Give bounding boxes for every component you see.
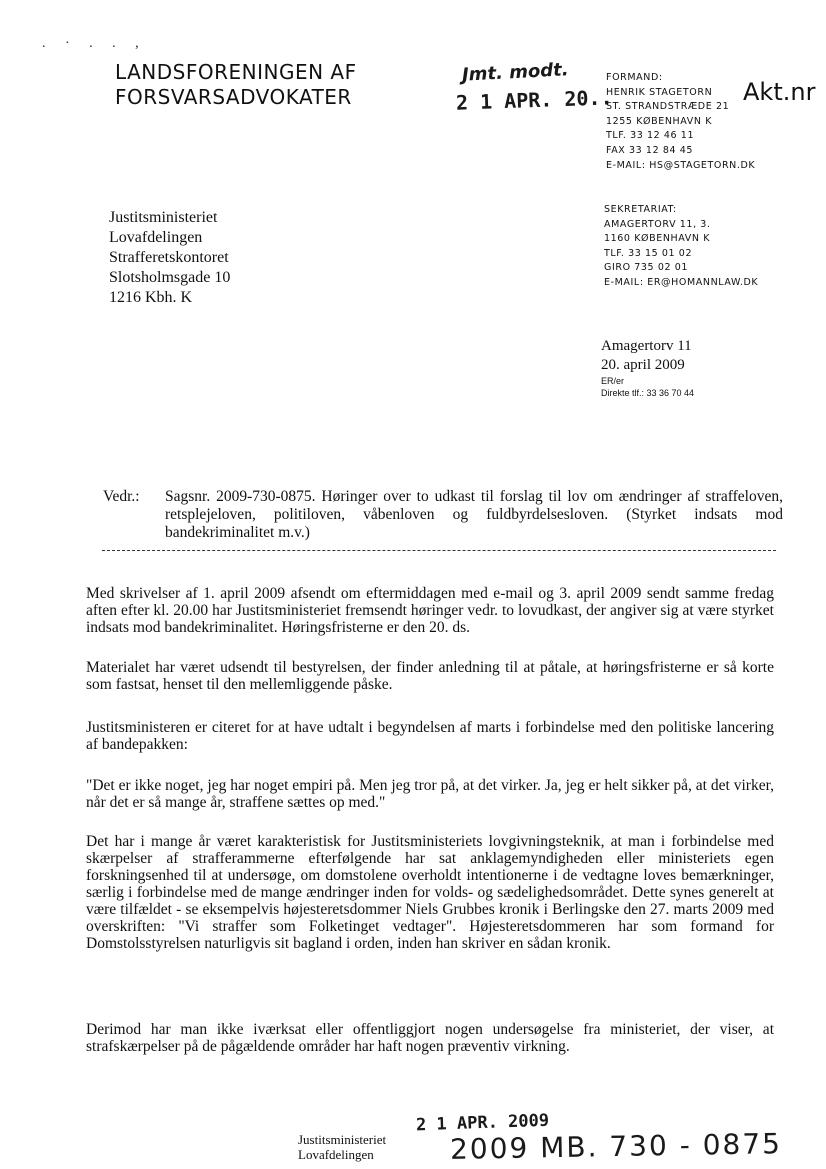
dashed-divider: [102, 550, 776, 551]
received-stamp-date: 2 1 APR. 20..: [455, 85, 613, 115]
sekretariat-line: 1160 KØBENHAVN K: [604, 233, 711, 245]
sekretariat-line: E-MAIL: ER@HOMANNLAW.DK: [604, 276, 759, 288]
reference: ER/er: [601, 376, 625, 386]
sekretariat-block: [604, 203, 758, 291]
scan-specks: . · . . ,: [42, 36, 147, 51]
subject-label: Vedr.:: [103, 488, 140, 505]
recipient-line: Slotsholmsgade 10: [109, 269, 231, 286]
footer-stamp-date: 2 1 APR. 2009: [415, 1110, 550, 1136]
subject-text: Sagsnr. 2009-730-0875. Høringer over to udkast til forslag til lov om ændringer af straffeloven, retsplejeloven, politiloven, våbenloven og fuldbyrdelsesloven. (Styrket indsats mod bandekriminalitet m.v.): [165, 488, 783, 541]
formand-heading: FORMAND:: [606, 72, 663, 83]
formand-line: HENRIK STAGETORN: [606, 86, 713, 98]
recipient-line: Lovafdelingen: [109, 229, 203, 246]
sender-place: Amagertorv 11: [601, 338, 692, 354]
footer-stamp-department: [298, 1132, 386, 1162]
body-paragraph-6: Derimod har man ikke iværksat eller offentliggjort nogen undersøgelse fra ministeriet, der viser, at strafskærpelser på de pågældende områder har haft nogen præventiv virkning.: [86, 1021, 774, 1055]
footer-dept-line: Justitsministeriet: [298, 1132, 387, 1147]
sekretariat-line: TLF. 33 15 01 02: [604, 247, 693, 259]
date-block: [601, 337, 694, 399]
footer-dept-line: Lovafdelingen: [298, 1147, 374, 1162]
letter-date: 20. april 2009: [601, 357, 685, 373]
akt-number-label: Akt.nr: [743, 78, 816, 106]
formand-line: E-MAIL: HS@STAGETORN.DK: [606, 159, 756, 171]
footer-case-number: 2009 MB. 730 - 0875: [449, 1127, 783, 1166]
recipient-address: [109, 208, 230, 308]
received-stamp-label: Jmt. modt.: [461, 59, 570, 86]
formand-block: [606, 71, 755, 173]
sekretariat-line: GIRO 735 02 01: [604, 262, 689, 274]
direct-phone: Direkte tlf.: 33 36 70 44: [601, 388, 695, 398]
sekretariat-line: AMAGERTORV 11, 3.: [604, 218, 711, 230]
formand-line: TLF. 33 12 46 11: [606, 130, 695, 142]
recipient-line: Strafferetskontoret: [109, 249, 229, 266]
formand-line: FAX 33 12 84 45: [606, 144, 694, 156]
subject-block: [103, 488, 783, 542]
recipient-line: 1216 Kbh. K: [109, 289, 193, 306]
formand-line: ST. STRANDSTRÆDE 21: [606, 101, 730, 113]
body-paragraph-3: Justitsministeren er citeret for at have udtalt i begyndelsen af marts i forbindelse med den politiske lancering af bandepakken:: [86, 719, 774, 753]
body-paragraph-5: Det har i mange år været karakteristisk for Justitsministeriets lovgivningsteknik, at man i forbindelse med skærpelser af strafferammerne efterfølgende har sat anklagemyndigheden eller ministeriets egen forskningsenhed til at undersøge, om domstolene overholdt intentionerne i de vedtagne loves bemærkninger, særlig i forbindelse med de mange ændringer inden for volds- og sædelighedsområdet. Dette synes generelt at være tilfældet - se eksempelvis højesteretsdommer Niels Grubbes kronik i Berlingske den 27. marts 2009 med overskriften: "Vi straffer som Folketinget vedtager". Højesteretsdommeren har som formand for Domstolsstyrelsen naturligvis sit bagland i orden, inden han skriver en sådan kronik.: [86, 833, 774, 952]
body-paragraph-1: Med skrivelser af 1. april 2009 afsendt om eftermiddagen med e-mail og 3. april 2009 sendt samme fredag aften efter kl. 20.00 har Justitsministeriet fremsendt høringer vedr. to lovudkast, der angiver sig at være styrket indsats mod bandekriminalitet. Høringsfristerne er den 20. ds.: [86, 585, 774, 636]
sekretariat-heading: SEKRETARIAT:: [604, 204, 677, 215]
org-name-line-1: LANDSFORENINGEN AF: [115, 60, 357, 84]
body-paragraph-2: Materialet har været udsendt til bestyrelsen, der finder anledning til at påtale, at høringsfristerne er så korte som fastsat, henset til den mellemliggende påske.: [86, 659, 774, 693]
quote-paragraph: "Det er ikke noget, jeg har noget empiri på. Men jeg tror på, at det virker. Ja, jeg er helt sikker på, at det virker, når det er så mange år, straffene sættes op med.": [86, 777, 774, 811]
org-name-line-2: FORSVARSADVOKATER: [115, 85, 352, 109]
recipient-line: Justitsministeriet: [109, 209, 218, 226]
formand-line: 1255 KØBENHAVN K: [606, 115, 713, 127]
organization-name: [115, 60, 357, 110]
